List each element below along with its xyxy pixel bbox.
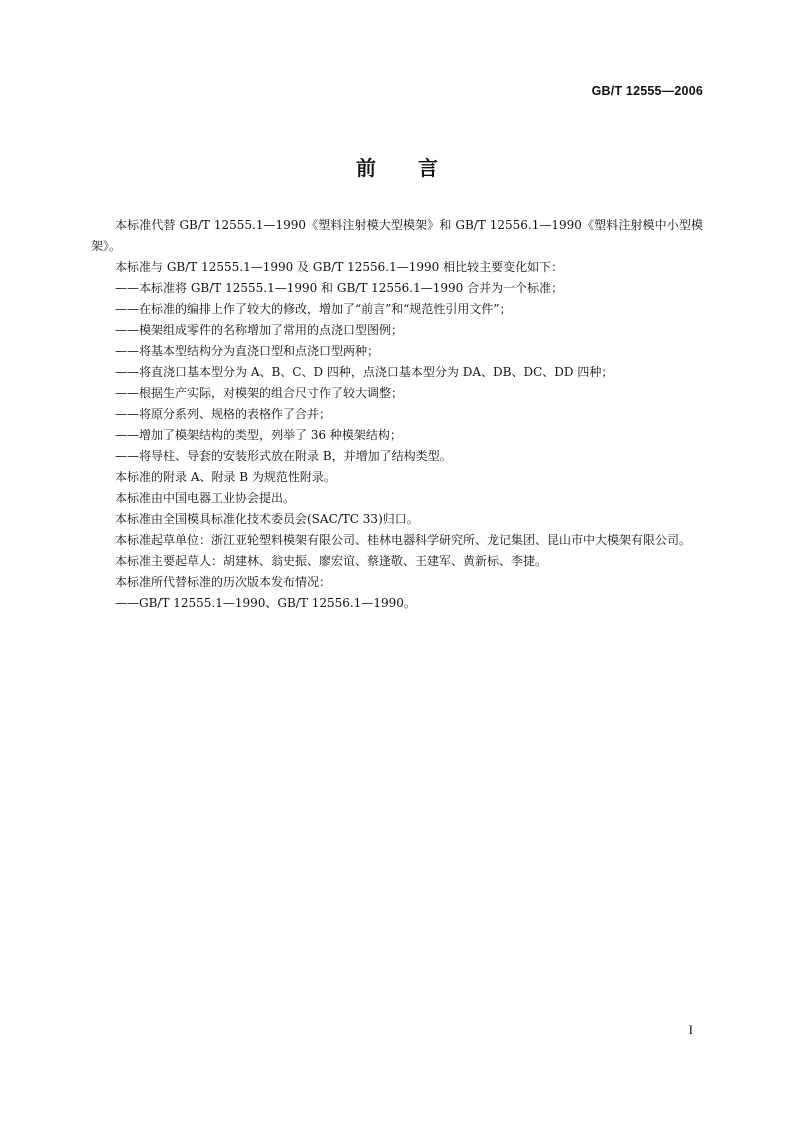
list-item: ——在标准的编排上作了较大的修改，增加了“前言”和“规范性引用文件”； [115,302,512,316]
paragraph: 本标准的附录 A、附录 B 为规范性附录。 [115,470,336,484]
page-title: 前言 [356,156,480,180]
list-item: ——GB/T 12555.1—1990、GB/T 12556.1—1990。 [115,596,416,610]
list-item: ——增加了模架结构的类型，列举了 36 种模架结构； [115,428,402,442]
foreword-body [91,215,703,614]
paragraph: 本标准主要起草人：胡建林、翁史振、廖宏谊、蔡逢敬、王建军、黄新标、李捷。 [115,554,548,568]
paragraph: 本标准起草单位：浙江亚轮塑料模架有限公司、桂林电器科学研究所、龙记集团、昆山市中大模架有限公司。 [115,533,692,547]
paragraph: 本标准由全国模具标准化技术委员会(SAC/TC 33)归口。 [115,512,419,526]
list-item: ——将基本型结构分为直浇口型和点浇口型两种； [115,344,380,358]
paragraph: 本标准与 GB/T 12555.1—1990 及 GB/T 12556.1—1990 相比较主要变化如下： [115,260,564,274]
paragraph: 本标准所代替标准的历次版本发布情况： [115,575,332,589]
page-number: I [688,1022,693,1037]
list-item: ——将导柱、导套的安装形式放在附录 B，并增加了结构类型。 [115,449,452,463]
list-item: ——模架组成零件的名称增加了常用的点浇口型图例； [115,323,404,337]
list-item: ——本标准将 GB/T 12555.1—1990 和 GB/T 12556.1—1990 合并为一个标准； [115,281,564,295]
list-item: ——将原分系列、规格的表格作了合并； [115,407,332,421]
paragraph: 本标准代替 GB/T 12555.1—1990《塑料注射模大型模架》和 GB/T 12556.1—1990《塑料注射模中小型模架》。 [91,218,703,253]
document-code: GB/T 12555—2006 [591,84,703,98]
paragraph: 本标准由中国电器工业协会提出。 [115,491,296,505]
list-item: ——根据生产实际，对模架的组合尺寸作了较大调整； [115,386,404,400]
list-item: ——将直浇口基本型分为 A、B、C、D 四种，点浇口基本型分为 DA、DB、DC、DD 四种； [115,365,614,379]
